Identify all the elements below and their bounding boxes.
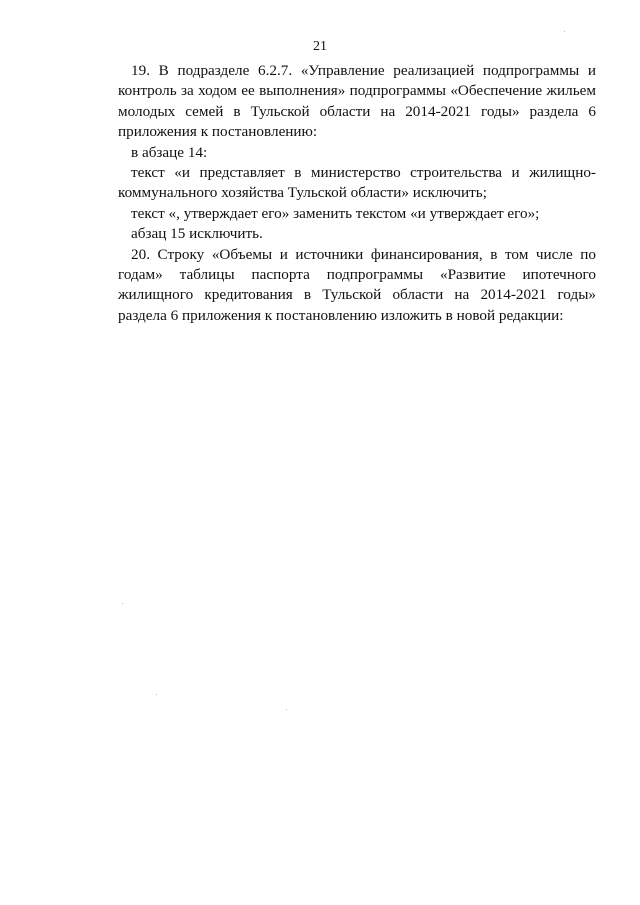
paragraph-text-exclude: текст «и представляет в министерство строительства и жилищно-коммунального хозяйства Тульской области» исключить; [118,164,596,202]
scan-speck [156,694,157,695]
paragraph-abzac-15: абзац 15 исключить. [131,225,263,243]
scan-speck [564,31,565,32]
paragraph-item-20: 20. Строку «Объемы и источники финансирования, в том числе по годам» таблицы паспорта подпрограммы «Развитие ипотечного жилищного кредитования в Тульской области на 2014-2021 годы» раздела 6 приложения к постановлению изложить в новой редакции: [118,245,596,324]
paragraph-abzac-14: в абзаце 14: [131,143,208,161]
paragraph-text-replace: текст «, утверждает его» заменить текстом «и утверждает его»; [131,204,540,222]
scan-speck [286,709,287,710]
paragraph-item-19: 19. В подразделе 6.2.7. «Управление реализацией подпрограммы и контроль за ходом ее выполнения» подпрограммы «Обеспечение жильем молодых семей в Тульской области на 2014-2021 годы» раздела 6 приложения к постановлению: [118,62,596,141]
page-number: 21 [313,39,327,54]
document-body [118,61,596,326]
scan-speck [122,603,123,604]
